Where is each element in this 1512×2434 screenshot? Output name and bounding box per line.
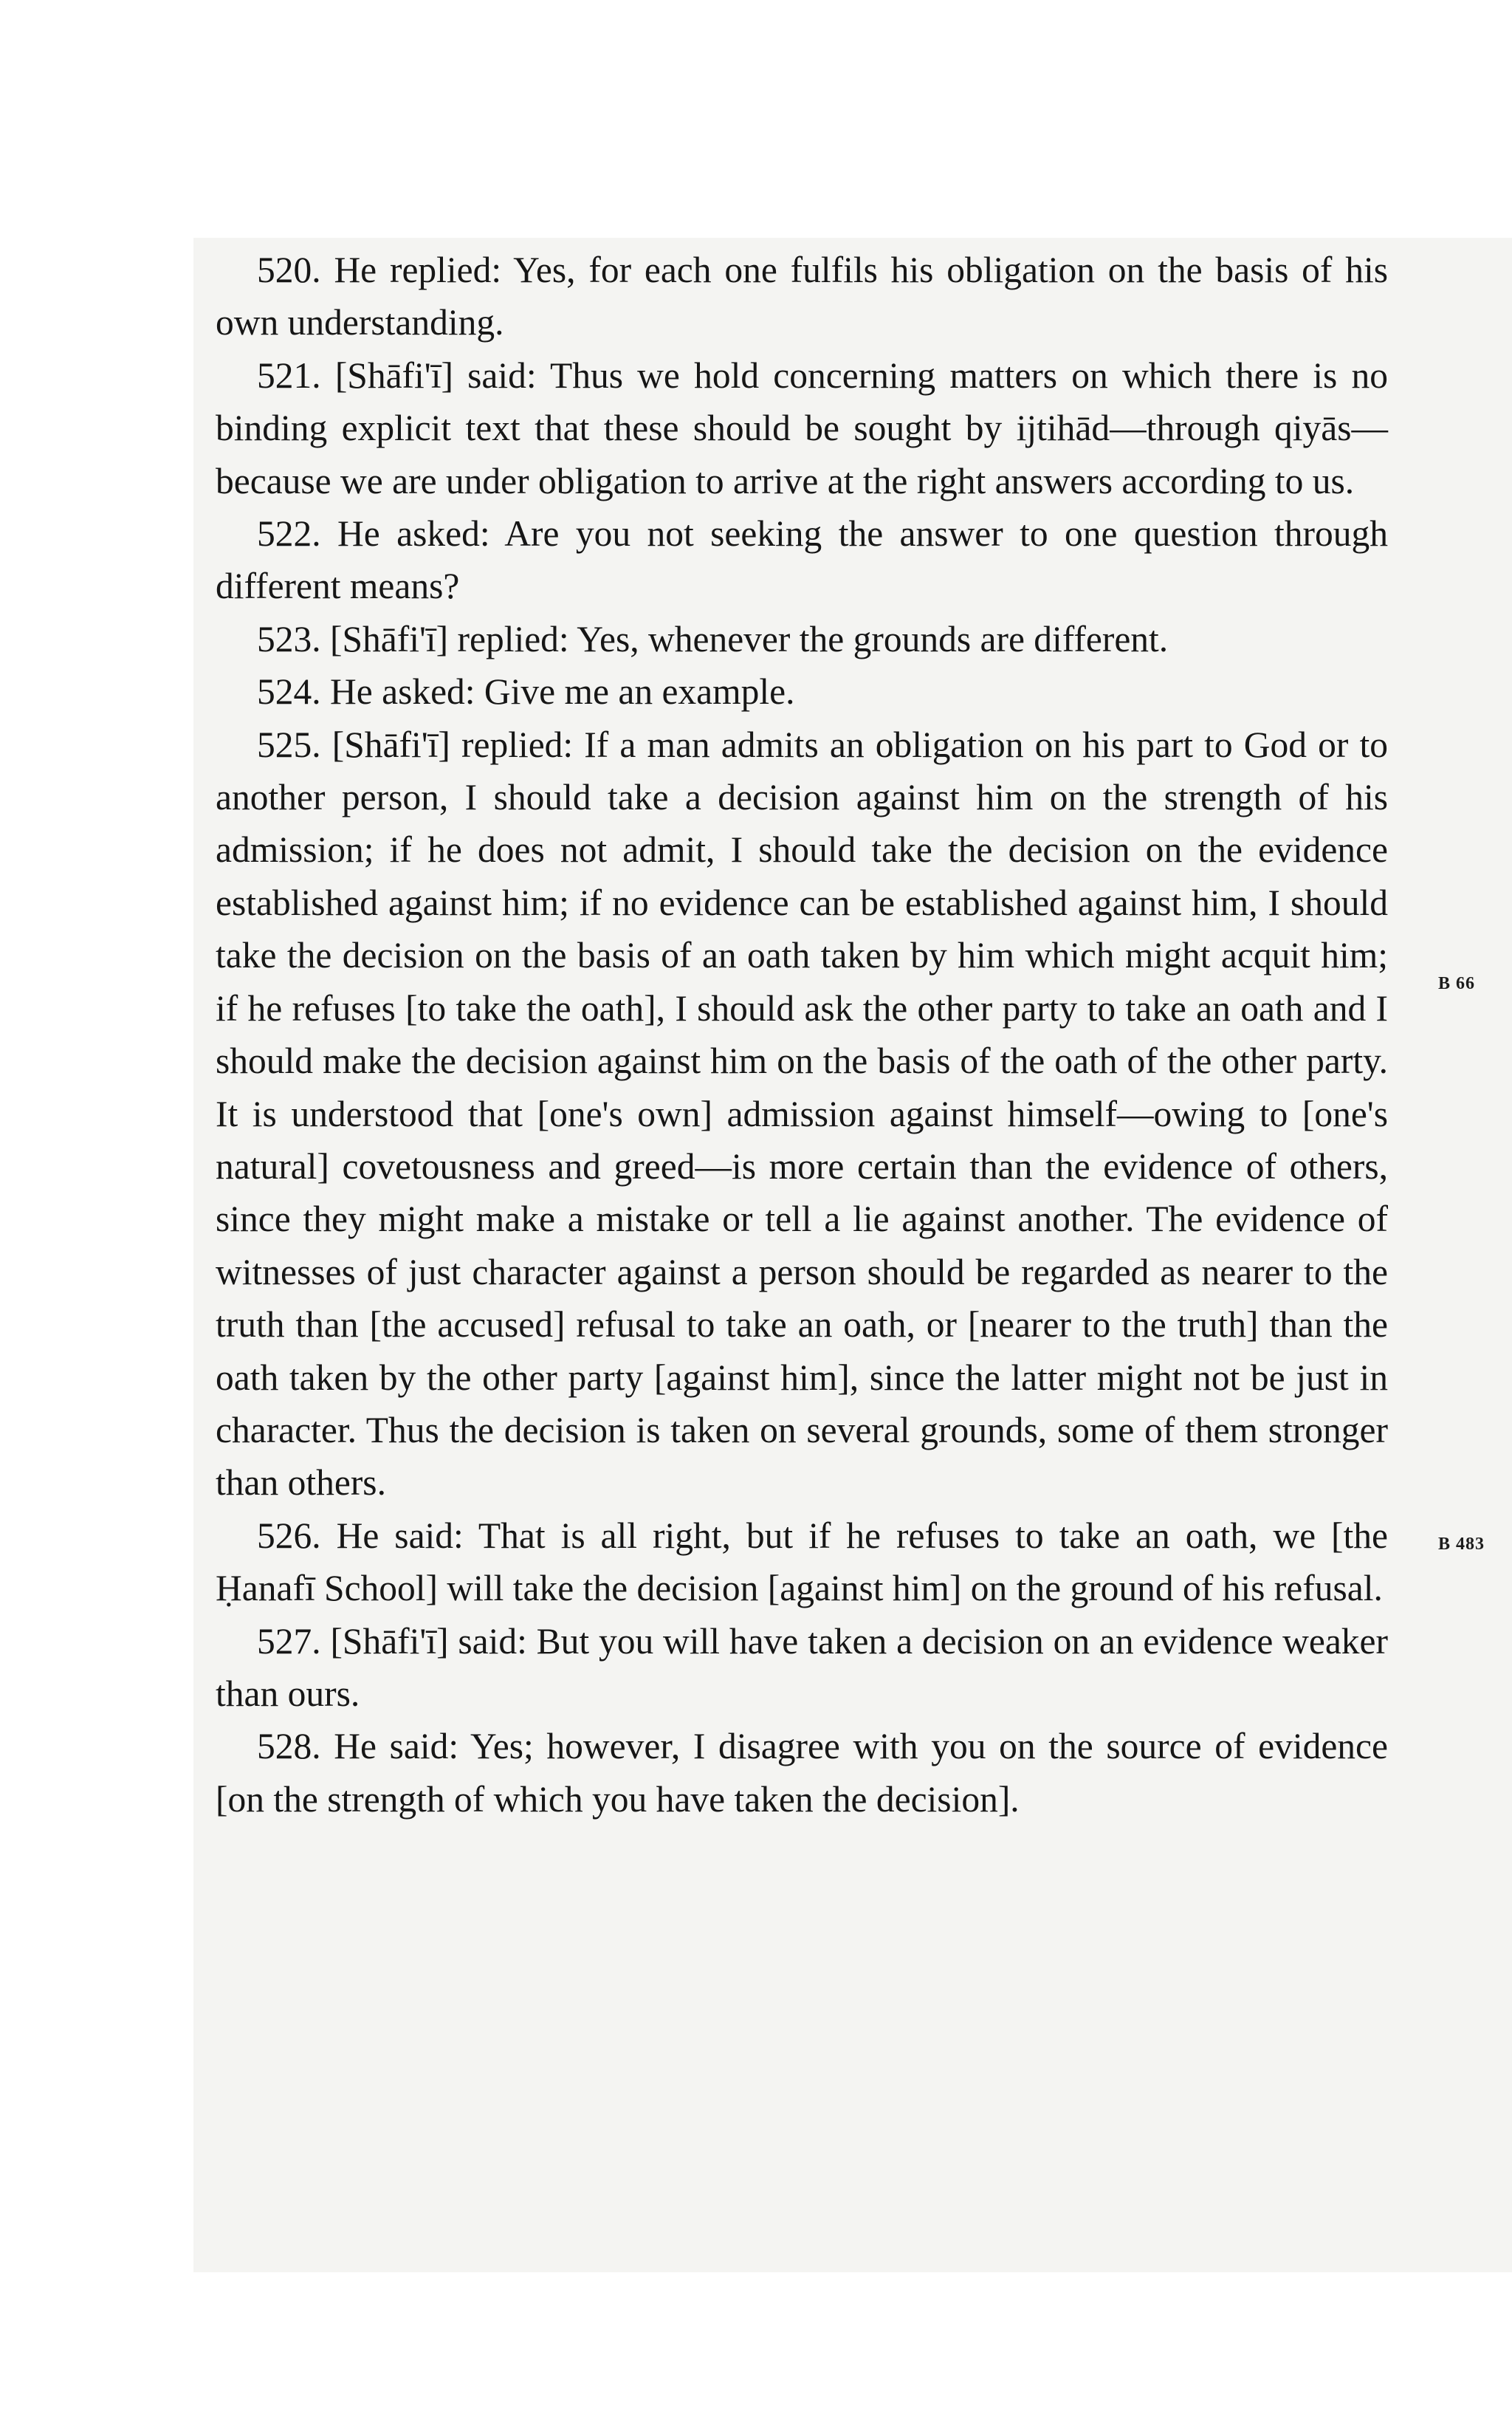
paragraph-text: [Shāfi'ī] said: Thus we hold concerning matters on which there is no binding explicit text that these should be sought by ijtihād—through qiyās—because we are under obligation to arrive at the right answers according to us. — [216, 354, 1388, 501]
paragraph-text: [Shāfi'ī] replied: Yes, whenever the grounds are different. — [330, 618, 1169, 659]
paragraph-number: 528. — [257, 1726, 321, 1767]
paragraph-text: [Shāfi'ī] said: But you will have taken a decision on an evidence weaker than ours. — [216, 1620, 1389, 1714]
paragraph-text: He said: Yes; however, I disagree with you on the source of evidence [on the strength of which you have taken the decision]. — [216, 1726, 1388, 1820]
paragraph-524 — [216, 665, 1388, 718]
paragraph-527 — [216, 1615, 1388, 1721]
margin-reference-b66: B 66 — [1438, 974, 1476, 993]
text-column — [216, 244, 1388, 1826]
paragraph-text: [Shāfi'ī] replied: If a man admits an obligation on his part to God or to another person, I should take a decision against him on the strength of his admission; if he does not admit, I should take the decision on the evidence established against him; if no evidence can be established against him, I should take the decision on the basis of an oath taken by him which might acquit him; if he refuses [to take the oath], I should ask the other party to take an oath and I should make the decision against him on the basis of the oath of the other party. It is understood that [one's own] admission against himself—owing to [one's natural] covetousness and greed—is more certain than the evidence of others, since they might make a mistake or tell a lie against another. The evidence of witnesses of just character against a person should be regarded as nearer to the truth than [the accused] refusal to take an oath, or [nearer to the truth] than the oath taken by the other party [against him], since the latter might not be just in character. Thus the decision is taken on several grounds, some of them stronger than others. — [216, 724, 1389, 1504]
paragraph-text: He said: That is all right, but if he refuses to take an oath, we [the Ḥanafī School] will take the decision [against him] on the ground of his refusal. — [216, 1515, 1389, 1609]
paragraph-522 — [216, 507, 1388, 613]
paragraph-number: 521. — [257, 354, 321, 396]
paragraph-520 — [216, 244, 1388, 349]
paragraph-number: 524. — [257, 671, 321, 713]
paragraph-525 — [216, 719, 1388, 1509]
paragraph-text: He asked: Are you not seeking the answer to one question through different means? — [216, 513, 1388, 607]
paragraph-521 — [216, 349, 1388, 507]
paragraph-number: 522. — [257, 513, 321, 555]
paragraph-text: He replied: Yes, for each one fulfils his obligation on the basis of his own understanding. — [216, 250, 1388, 343]
paragraph-number: 525. — [257, 724, 321, 765]
paragraph-526 — [216, 1509, 1388, 1615]
paragraph-number: 523. — [257, 618, 321, 659]
paragraph-text: He asked: Give me an example. — [330, 671, 795, 713]
paragraph-523 — [216, 613, 1388, 665]
paragraph-number: 527. — [257, 1620, 321, 1662]
margin-reference-b483: B 483 — [1438, 1535, 1485, 1554]
paragraph-528 — [216, 1720, 1388, 1826]
paragraph-number: 526. — [257, 1515, 321, 1556]
paragraph-number: 520. — [257, 250, 321, 290]
